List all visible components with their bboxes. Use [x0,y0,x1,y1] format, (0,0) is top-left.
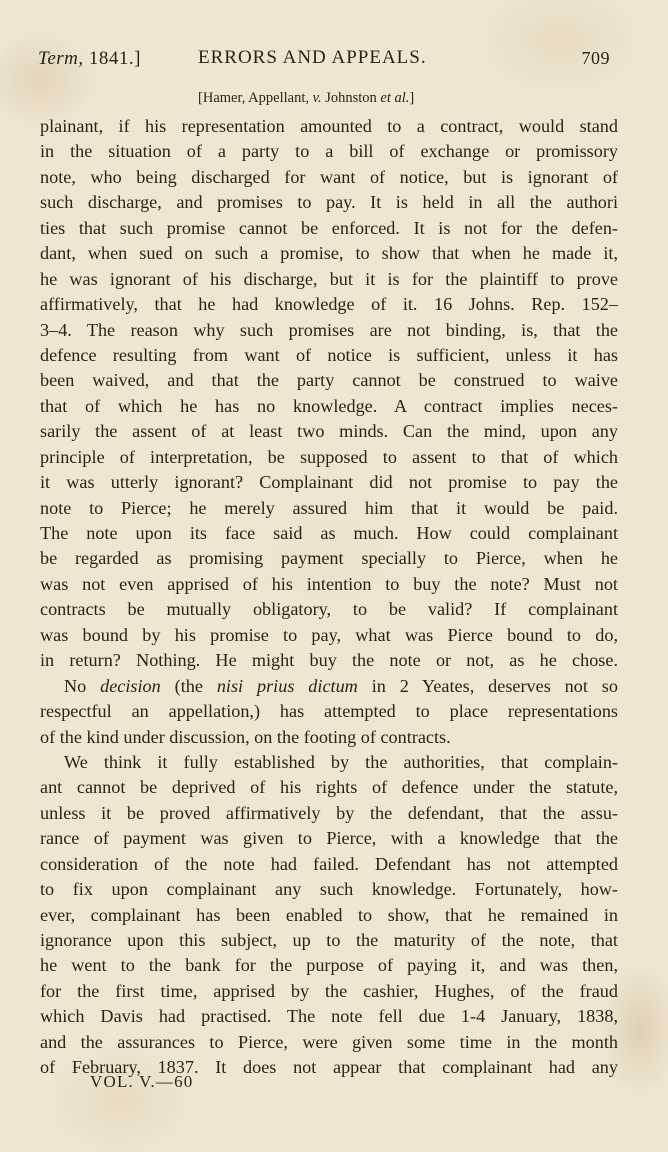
text-line: unless it be proved affirmatively by the defendant, that the assu- [40,802,618,823]
term-label [38,48,141,70]
text-line: be regarded as promising payment specially to Pierce, when he [40,548,618,569]
text-line: such discharge, and promises to pay. It is held in all the authori [40,192,618,213]
text-line: note, who being discharged for want of notice, but is ignorant of [40,166,618,187]
text-line: of the kind under discussion, on the footing of contracts. [40,726,451,747]
text-line: note to Pierce; he merely assured him that it would be paid. [40,497,618,518]
text-line: was bound by his promise to pay, what was Pierce bound to do, [40,624,618,645]
page-number: 709 [581,48,610,68]
text-line: 3–4. The reason why such promises are not binding, is, that the [40,319,618,340]
text-line: respectful an appellation,) has attempted to place representations [40,701,618,722]
text-line: and the assurances to Pierce, were given some time in the month [40,1031,618,1052]
text-line: dant, when sued on such a promise, to show that when he made it, [40,243,618,264]
text-line: was not even apprised of his intention to buy the note? Must not [40,573,618,594]
text-line: of February, 1837. It does not appear that complainant had any [40,1057,618,1078]
case-reference: [Hamer, Appellant, v. Johnston et al.] [198,90,415,106]
text-line: in return? Nothing. He might buy the note or not, as he chose. [40,650,618,671]
text-line: defence resulting from want of notice is sufficient, unless it has [40,344,618,365]
text-line: which Davis had practised. The note fell due 1-4 January, 1838, [40,1006,618,1027]
running-head [38,44,610,76]
text-line: been waived, and that the party cannot be construed to waive [40,370,618,391]
text-line: ever, complainant has been enabled to show, that he remained in [40,904,618,925]
text-line: it was utterly ignorant? Complainant did not promise to pay the [40,472,618,493]
text-line: to fix upon complainant any such knowledge. Fortunately, how- [40,879,618,900]
text-line: that of which he has no knowledge. A contract implies neces- [40,395,618,416]
text-line: he went to the bank for the purpose of paying it, and was then, [40,955,618,976]
term-year: 1841.] [88,48,141,69]
text-line: contracts be mutually obligatory, to be valid? If complainant [40,599,618,620]
text-line: consideration of the note had failed. Defendant has not attempted [40,853,618,874]
text-line: he was ignorant of his discharge, but it is for the plaintiff to prove [40,268,618,289]
text-line: ant cannot be deprived of his rights of defence under the statute, [40,777,618,798]
text-line: We think it fully established by the authorities, that complain- [64,751,618,772]
paragraph-3 [40,750,618,1081]
text-line: rance of payment was given to Pierce, with a knowledge that the [40,828,618,849]
text-line: for the first time, apprised by the cashier, Hughes, of the fraud [40,980,618,1001]
paragraph-1 [40,114,618,674]
running-title: ERRORS AND APPEALS. [198,47,427,68]
text-line: ignorance upon this subject, up to the maturity of the note, that [40,930,618,950]
text-line: affirmatively, that he had knowledge of it. 16 Johns. Rep. 152– [40,294,618,315]
text-line: in the situation of a party to a bill of exchange or promissory [40,141,618,162]
signature-mark: VOL. V.—60 [90,1072,194,1091]
text-line: sarily the assent of at least two minds. Can the mind, upon any [40,421,618,442]
paragraph-2 [40,674,618,750]
text-line: plainant, if his representation amounted to a contract, would stand [40,116,618,136]
body-text [40,114,618,1081]
text-line: The note upon its face said as much. How could complainant [40,523,618,543]
term-word: Term, [38,48,84,69]
text-line: No decision (the nisi prius dictum in 2 Yeates, deserves not so [64,675,618,696]
text-line: ties that such promise cannot be enforced. It is not for the defen- [40,217,618,238]
text-line: principle of interpretation, be supposed to assent to that of which [40,446,618,467]
